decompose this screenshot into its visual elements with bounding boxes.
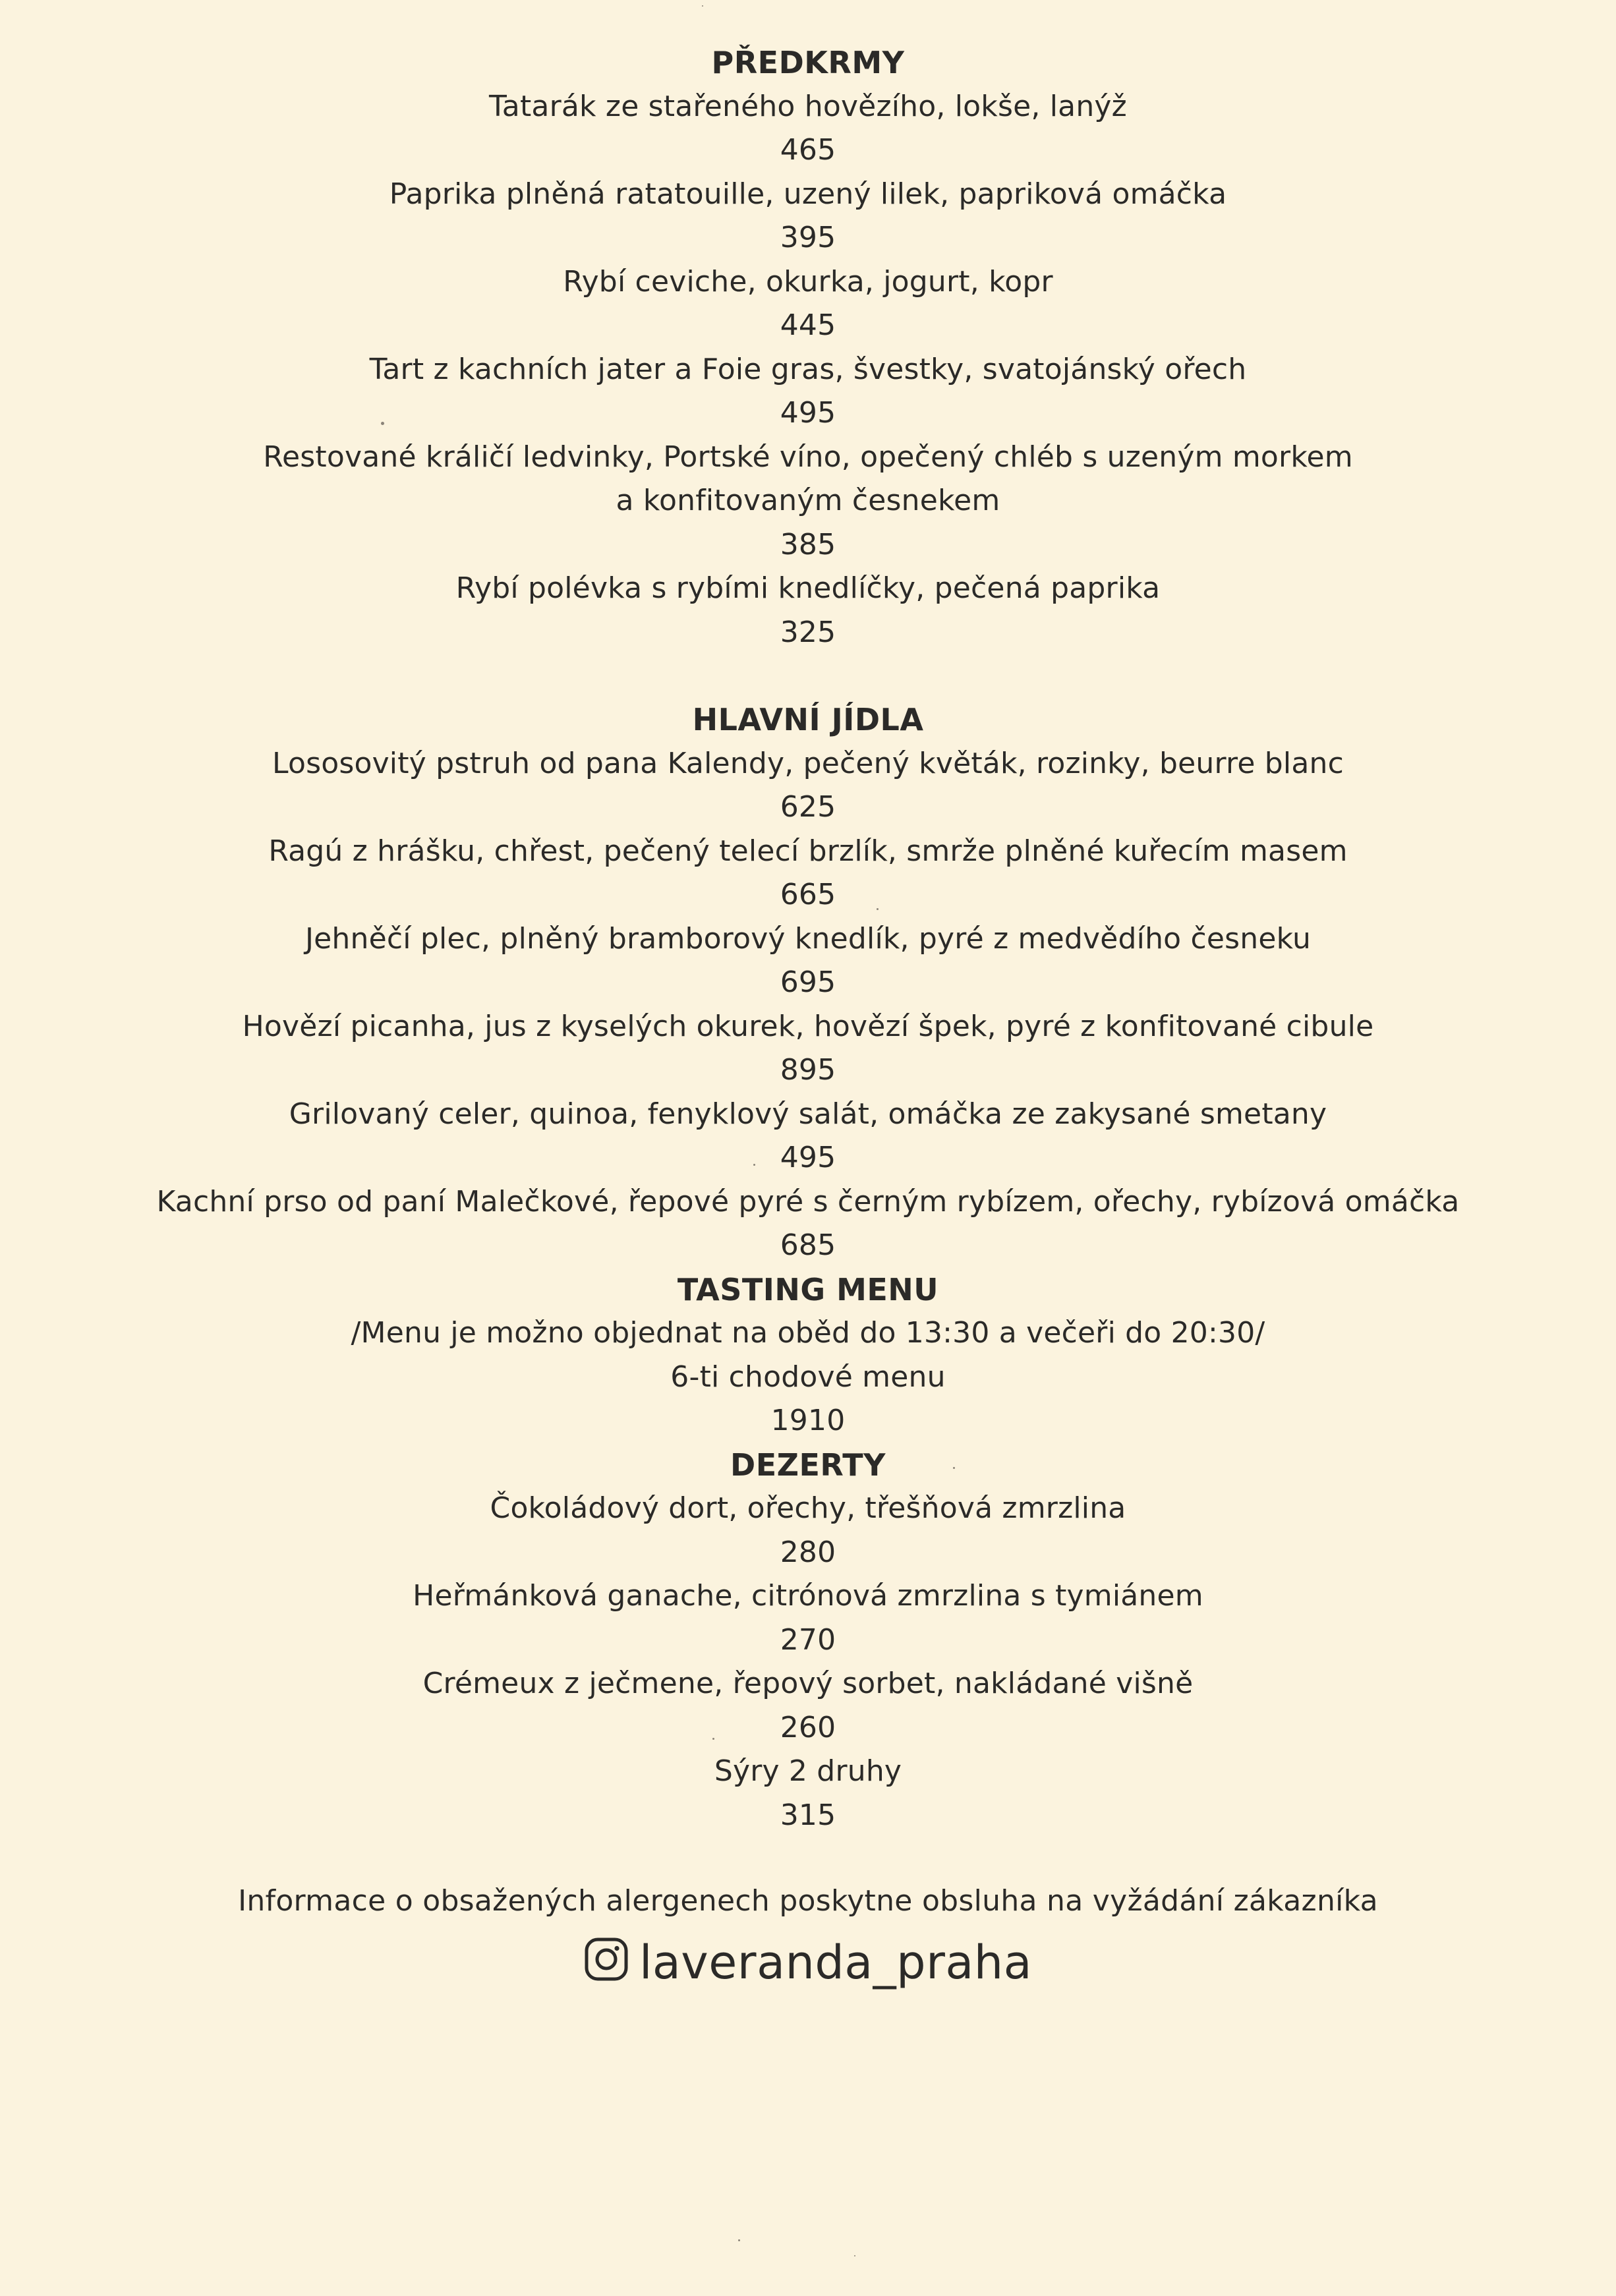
menu-content [0, 41, 1616, 1837]
menu-item-price: 445 [780, 308, 836, 342]
menu-item-price: 325 [780, 615, 836, 649]
menu-item-price: 270 [780, 1622, 836, 1657]
menu-item-price: 685 [780, 1228, 836, 1262]
menu-item-price: 315 [780, 1798, 836, 1832]
menu-item-price: 260 [780, 1710, 836, 1744]
menu-item-name: Ragú z hrášku, chřest, pečený telecí brzlík, smrže plněné kuřecím masem [268, 834, 1348, 868]
paper-speck [712, 1738, 714, 1740]
menu-item-name: Jehněčí plec, plněný bramborový knedlík, pyré z medvědího česneku [304, 921, 1312, 956]
menu-item-name: Tatarák ze stařeného hovězího, lokše, lanýž [489, 89, 1127, 123]
menu-item-price: 695 [780, 965, 836, 999]
section-spacer [0, 654, 1616, 698]
paper-speck [854, 2255, 855, 2256]
paper-speck [953, 1467, 955, 1469]
menu-item-name: Lososovitý pstruh od pana Kalendy, pečený květák, rozinky, beurre blanc [272, 746, 1344, 780]
menu-item-name-continued: a konfitovaným česnekem [616, 484, 1000, 517]
menu-item-name: Crémeux z ječmene, řepový sorbet, nakládané višně [422, 1667, 1194, 1700]
menu-item-price: 895 [780, 1053, 836, 1087]
menu-item-price: 495 [780, 1141, 836, 1174]
menu-item-name: 6-ti chodové menu [670, 1360, 946, 1394]
paper-speck [381, 422, 384, 425]
menu-item-name: Heřmánková ganache, citrónová zmrzlina s tymiánem [413, 1579, 1203, 1613]
instagram-handle: laveranda_praha [639, 1936, 1033, 1990]
menu-item-name: Kachní prso od paní Malečkové, řepové pyré s černým rybízem, ořechy, rybízová omáčka [156, 1184, 1460, 1219]
menu-item-price: 395 [780, 221, 836, 254]
menu-item-name: Sýry 2 druhy [714, 1754, 902, 1788]
menu-item-name: Paprika plněná ratatouille, uzený lilek, papriková omáčka [389, 177, 1227, 211]
tasting-menu-note: /Menu je možno objednat na oběd do 13:30 a večeři do 20:30/ [351, 1316, 1265, 1350]
menu-item-price: 1910 [770, 1404, 846, 1437]
menu-item-price: 385 [780, 527, 836, 561]
instagram-link[interactable] [0, 1931, 1616, 1994]
menu-item-price: 625 [780, 790, 836, 824]
section-heading-tasting: TASTING MENU [677, 1271, 939, 1307]
menu-item-name: Restované králičí ledvinky, Portské víno, opečený chléb s uzeným morkem [263, 440, 1353, 474]
menu-item-name: Rybí polévka s rybími knedlíčky, pečená paprika [455, 571, 1161, 605]
menu-item-name: Rybí ceviche, okurka, jogurt, kopr [563, 264, 1053, 299]
menu-item-price: 495 [780, 396, 836, 430]
menu-item-price: 280 [780, 1535, 836, 1569]
menu-item-name: Hovězí picanha, jus z kyselých okurek, hovězí špek, pyré z konfitované cibule [242, 1009, 1374, 1043]
paper-speck [877, 908, 879, 910]
allergen-note: Informace o obsažených alergenech poskytne obsluha na vyžádání zákazníka [238, 1884, 1378, 1918]
menu-item-name: Tart z kachních jater a Foie gras, švestky, svatojánský ořech [369, 352, 1247, 386]
menu-item-name: Čokoládový dort, ořechy, třešňová zmrzlina [490, 1491, 1126, 1525]
instagram-icon [584, 1941, 639, 1984]
paper-speck [753, 1164, 755, 1166]
paper-speck [702, 5, 703, 7]
paper-speck [738, 2239, 740, 2241]
section-heading-mains: HLAVNÍ JÍDLA [692, 702, 924, 737]
menu-item-name: Grilovaný celer, quinoa, fenyklový salát, omáčka ze zakysané smetany [289, 1097, 1327, 1131]
menu-item-price: 665 [780, 878, 836, 911]
section-heading-desserts: DEZERTY [730, 1447, 886, 1483]
section-heading-starters: PŘEDKRMY [711, 45, 905, 80]
menu-footer [0, 1880, 1616, 1994]
menu-item-price: 465 [780, 133, 836, 167]
